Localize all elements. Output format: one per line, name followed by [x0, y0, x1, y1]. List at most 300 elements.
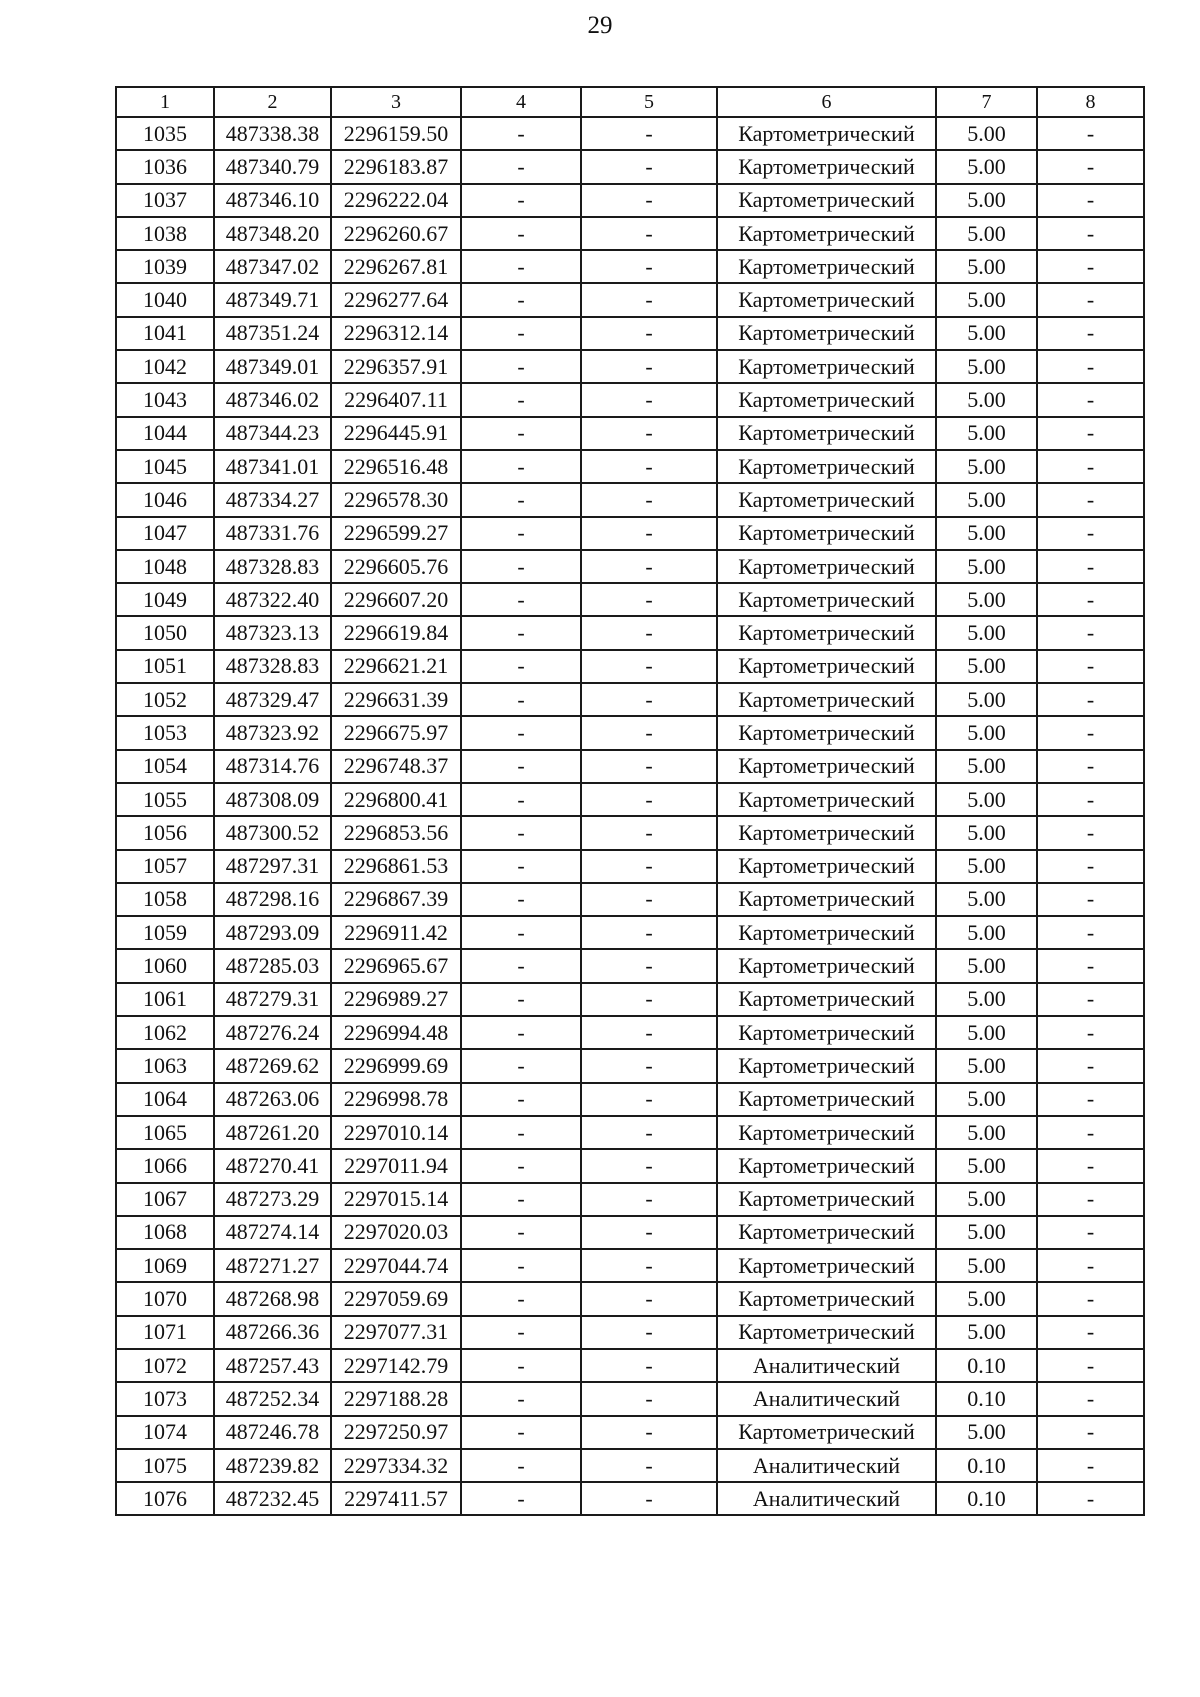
point-number-cell: 1051: [116, 650, 214, 683]
column-8-cell: -: [1037, 683, 1144, 716]
column-5-cell: -: [581, 616, 717, 649]
method-cell: Картометрический: [717, 317, 936, 350]
column-header: 3: [331, 87, 461, 117]
x-coordinate-cell: 487279.31: [214, 983, 331, 1016]
column-5-cell: -: [581, 883, 717, 916]
column-8-cell: -: [1037, 417, 1144, 450]
method-cell: Аналитический: [717, 1349, 936, 1382]
column-5-cell: -: [581, 1183, 717, 1216]
column-4-cell: -: [461, 1282, 581, 1315]
table-row: [116, 1016, 1144, 1049]
point-number-cell: 1064: [116, 1083, 214, 1116]
point-number-cell: 1069: [116, 1249, 214, 1282]
table-row: [116, 716, 1144, 749]
table-body: [116, 117, 1144, 1515]
accuracy-cell: 0.10: [936, 1482, 1037, 1515]
table-row: [116, 450, 1144, 483]
column-4-cell: -: [461, 550, 581, 583]
accuracy-cell: 5.00: [936, 350, 1037, 383]
x-coordinate-cell: 487252.34: [214, 1382, 331, 1415]
x-coordinate-cell: 487232.45: [214, 1482, 331, 1515]
point-number-cell: 1044: [116, 417, 214, 450]
column-5-cell: -: [581, 550, 717, 583]
accuracy-cell: 5.00: [936, 750, 1037, 783]
y-coordinate-cell: 2296222.04: [331, 184, 461, 217]
x-coordinate-cell: 487266.36: [214, 1316, 331, 1349]
y-coordinate-cell: 2296911.42: [331, 916, 461, 949]
accuracy-cell: 5.00: [936, 1316, 1037, 1349]
column-4-cell: -: [461, 783, 581, 816]
accuracy-cell: 5.00: [936, 1216, 1037, 1249]
column-4-cell: -: [461, 317, 581, 350]
accuracy-cell: 5.00: [936, 317, 1037, 350]
page-number: 29: [587, 12, 613, 39]
column-5-cell: -: [581, 1049, 717, 1082]
column-4-cell: -: [461, 916, 581, 949]
column-5-cell: -: [581, 583, 717, 616]
y-coordinate-cell: 2296800.41: [331, 783, 461, 816]
y-coordinate-cell: 2296267.81: [331, 250, 461, 283]
point-number-cell: 1049: [116, 583, 214, 616]
y-coordinate-cell: 2296619.84: [331, 616, 461, 649]
x-coordinate-cell: 487314.76: [214, 750, 331, 783]
y-coordinate-cell: 2296965.67: [331, 949, 461, 982]
accuracy-cell: 5.00: [936, 983, 1037, 1016]
accuracy-cell: 5.00: [936, 816, 1037, 849]
column-5-cell: -: [581, 1316, 717, 1349]
table-row: [116, 583, 1144, 616]
column-4-cell: -: [461, 1416, 581, 1449]
point-number-cell: 1037: [116, 184, 214, 217]
column-4-cell: -: [461, 483, 581, 516]
column-8-cell: -: [1037, 716, 1144, 749]
point-number-cell: 1073: [116, 1382, 214, 1415]
table-row: [116, 1249, 1144, 1282]
column-4-cell: -: [461, 383, 581, 416]
x-coordinate-cell: 487340.79: [214, 150, 331, 183]
column-5-cell: -: [581, 916, 717, 949]
accuracy-cell: 5.00: [936, 1083, 1037, 1116]
column-5-cell: -: [581, 1282, 717, 1315]
method-cell: Картометрический: [717, 850, 936, 883]
method-cell: Картометрический: [717, 816, 936, 849]
point-number-cell: 1053: [116, 716, 214, 749]
column-8-cell: -: [1037, 1249, 1144, 1282]
method-cell: Картометрический: [717, 916, 936, 949]
x-coordinate-cell: 487261.20: [214, 1116, 331, 1149]
column-4-cell: -: [461, 650, 581, 683]
column-4-cell: -: [461, 1016, 581, 1049]
method-cell: Картометрический: [717, 1249, 936, 1282]
y-coordinate-cell: 2296445.91: [331, 417, 461, 450]
column-8-cell: -: [1037, 583, 1144, 616]
column-5-cell: -: [581, 1216, 717, 1249]
column-5-cell: -: [581, 1382, 717, 1415]
accuracy-cell: 5.00: [936, 716, 1037, 749]
method-cell: Картометрический: [717, 184, 936, 217]
column-5-cell: -: [581, 517, 717, 550]
y-coordinate-cell: 2297188.28: [331, 1382, 461, 1415]
method-cell: Картометрический: [717, 517, 936, 550]
column-4-cell: -: [461, 517, 581, 550]
method-cell: Картометрический: [717, 150, 936, 183]
point-number-cell: 1067: [116, 1183, 214, 1216]
accuracy-cell: 5.00: [936, 583, 1037, 616]
column-4-cell: -: [461, 1382, 581, 1415]
column-4-cell: -: [461, 217, 581, 250]
accuracy-cell: 5.00: [936, 1282, 1037, 1315]
column-4-cell: -: [461, 583, 581, 616]
column-8-cell: -: [1037, 816, 1144, 849]
column-8-cell: -: [1037, 1016, 1144, 1049]
method-cell: Картометрический: [717, 983, 936, 1016]
column-8-cell: -: [1037, 783, 1144, 816]
x-coordinate-cell: 487257.43: [214, 1349, 331, 1382]
table-row: [116, 1316, 1144, 1349]
method-cell: Картометрический: [717, 217, 936, 250]
point-number-cell: 1046: [116, 483, 214, 516]
method-cell: Картометрический: [717, 383, 936, 416]
y-coordinate-cell: 2296989.27: [331, 983, 461, 1016]
x-coordinate-cell: 487263.06: [214, 1083, 331, 1116]
point-number-cell: 1054: [116, 750, 214, 783]
x-coordinate-cell: 487349.71: [214, 283, 331, 316]
method-cell: Картометрический: [717, 650, 936, 683]
point-number-cell: 1036: [116, 150, 214, 183]
method-cell: Картометрический: [717, 1016, 936, 1049]
x-coordinate-cell: 487329.47: [214, 683, 331, 716]
y-coordinate-cell: 2297010.14: [331, 1116, 461, 1149]
method-cell: Картометрический: [717, 1216, 936, 1249]
column-header: 2: [214, 87, 331, 117]
x-coordinate-cell: 487298.16: [214, 883, 331, 916]
column-5-cell: -: [581, 783, 717, 816]
method-cell: Картометрический: [717, 1049, 936, 1082]
y-coordinate-cell: 2296994.48: [331, 1016, 461, 1049]
method-cell: Картометрический: [717, 683, 936, 716]
table-row: [116, 283, 1144, 316]
table-row: [116, 1049, 1144, 1082]
column-4-cell: -: [461, 1083, 581, 1116]
column-5-cell: -: [581, 850, 717, 883]
column-header: 7: [936, 87, 1037, 117]
accuracy-cell: 5.00: [936, 883, 1037, 916]
column-4-cell: -: [461, 850, 581, 883]
point-number-cell: 1052: [116, 683, 214, 716]
point-number-cell: 1068: [116, 1216, 214, 1249]
column-4-cell: -: [461, 450, 581, 483]
y-coordinate-cell: 2296867.39: [331, 883, 461, 916]
accuracy-cell: 5.00: [936, 949, 1037, 982]
x-coordinate-cell: 487322.40: [214, 583, 331, 616]
point-number-cell: 1076: [116, 1482, 214, 1515]
column-5-cell: -: [581, 750, 717, 783]
x-coordinate-cell: 487271.27: [214, 1249, 331, 1282]
point-number-cell: 1063: [116, 1049, 214, 1082]
y-coordinate-cell: 2296183.87: [331, 150, 461, 183]
point-number-cell: 1038: [116, 217, 214, 250]
table-row: [116, 483, 1144, 516]
method-cell: Картометрический: [717, 949, 936, 982]
column-header: 8: [1037, 87, 1144, 117]
column-8-cell: -: [1037, 1316, 1144, 1349]
column-5-cell: -: [581, 450, 717, 483]
column-8-cell: -: [1037, 1349, 1144, 1382]
column-5-cell: -: [581, 1016, 717, 1049]
column-8-cell: -: [1037, 184, 1144, 217]
column-8-cell: -: [1037, 117, 1144, 150]
point-number-cell: 1056: [116, 816, 214, 849]
table-row: [116, 1116, 1144, 1149]
x-coordinate-cell: 487273.29: [214, 1183, 331, 1216]
column-4-cell: -: [461, 283, 581, 316]
column-8-cell: -: [1037, 850, 1144, 883]
x-coordinate-cell: 487276.24: [214, 1016, 331, 1049]
x-coordinate-cell: 487328.83: [214, 650, 331, 683]
method-cell: Картометрический: [717, 1416, 936, 1449]
accuracy-cell: 5.00: [936, 1183, 1037, 1216]
column-5-cell: -: [581, 1416, 717, 1449]
column-8-cell: -: [1037, 1183, 1144, 1216]
column-8-cell: -: [1037, 1482, 1144, 1515]
y-coordinate-cell: 2296861.53: [331, 850, 461, 883]
y-coordinate-cell: 2296853.56: [331, 816, 461, 849]
accuracy-cell: 5.00: [936, 383, 1037, 416]
table-row: [116, 1216, 1144, 1249]
accuracy-cell: 5.00: [936, 1016, 1037, 1049]
point-number-cell: 1066: [116, 1149, 214, 1182]
column-5-cell: -: [581, 217, 717, 250]
table-row: [116, 1382, 1144, 1415]
method-cell: Картометрический: [717, 616, 936, 649]
table-row: [116, 783, 1144, 816]
column-5-cell: -: [581, 117, 717, 150]
table-row: [116, 417, 1144, 450]
column-8-cell: -: [1037, 883, 1144, 916]
y-coordinate-cell: 2297411.57: [331, 1482, 461, 1515]
table-row: [116, 1449, 1144, 1482]
accuracy-cell: 5.00: [936, 1049, 1037, 1082]
x-coordinate-cell: 487347.02: [214, 250, 331, 283]
y-coordinate-cell: 2297044.74: [331, 1249, 461, 1282]
point-number-cell: 1042: [116, 350, 214, 383]
table-row: [116, 117, 1144, 150]
point-number-cell: 1060: [116, 949, 214, 982]
table-row: [116, 1149, 1144, 1182]
column-5-cell: -: [581, 150, 717, 183]
column-5-cell: -: [581, 483, 717, 516]
accuracy-cell: 5.00: [936, 517, 1037, 550]
accuracy-cell: 5.00: [936, 483, 1037, 516]
method-cell: Картометрический: [717, 450, 936, 483]
column-5-cell: -: [581, 650, 717, 683]
table-row: [116, 650, 1144, 683]
table-row: [116, 350, 1144, 383]
method-cell: Аналитический: [717, 1482, 936, 1515]
column-8-cell: -: [1037, 1049, 1144, 1082]
column-4-cell: -: [461, 883, 581, 916]
column-8-cell: -: [1037, 949, 1144, 982]
point-number-cell: 1035: [116, 117, 214, 150]
point-number-cell: 1055: [116, 783, 214, 816]
accuracy-cell: 5.00: [936, 616, 1037, 649]
point-number-cell: 1047: [116, 517, 214, 550]
x-coordinate-cell: 487274.14: [214, 1216, 331, 1249]
column-4-cell: -: [461, 683, 581, 716]
column-5-cell: -: [581, 1083, 717, 1116]
accuracy-cell: 5.00: [936, 217, 1037, 250]
accuracy-cell: 5.00: [936, 250, 1037, 283]
column-5-cell: -: [581, 350, 717, 383]
y-coordinate-cell: 2296357.91: [331, 350, 461, 383]
x-coordinate-cell: 487351.24: [214, 317, 331, 350]
y-coordinate-cell: 2296748.37: [331, 750, 461, 783]
column-4-cell: -: [461, 1149, 581, 1182]
method-cell: Картометрический: [717, 716, 936, 749]
accuracy-cell: 5.00: [936, 184, 1037, 217]
point-number-cell: 1057: [116, 850, 214, 883]
column-8-cell: -: [1037, 283, 1144, 316]
y-coordinate-cell: 2296159.50: [331, 117, 461, 150]
x-coordinate-cell: 487323.92: [214, 716, 331, 749]
column-4-cell: -: [461, 1349, 581, 1382]
x-coordinate-cell: 487239.82: [214, 1449, 331, 1482]
table-row: [116, 550, 1144, 583]
column-5-cell: -: [581, 716, 717, 749]
y-coordinate-cell: 2296599.27: [331, 517, 461, 550]
column-8-cell: -: [1037, 550, 1144, 583]
accuracy-cell: 5.00: [936, 1149, 1037, 1182]
x-coordinate-cell: 487285.03: [214, 949, 331, 982]
table-row: [116, 1482, 1144, 1515]
column-8-cell: -: [1037, 750, 1144, 783]
x-coordinate-cell: 487323.13: [214, 616, 331, 649]
method-cell: Картометрический: [717, 1316, 936, 1349]
column-5-cell: -: [581, 383, 717, 416]
point-number-cell: 1050: [116, 616, 214, 649]
column-8-cell: -: [1037, 450, 1144, 483]
method-cell: Картометрический: [717, 783, 936, 816]
column-4-cell: -: [461, 949, 581, 982]
column-8-cell: -: [1037, 1449, 1144, 1482]
table-row: [116, 816, 1144, 849]
accuracy-cell: 5.00: [936, 1416, 1037, 1449]
x-coordinate-cell: 487293.09: [214, 916, 331, 949]
accuracy-cell: 5.00: [936, 1116, 1037, 1149]
column-5-cell: -: [581, 683, 717, 716]
point-number-cell: 1043: [116, 383, 214, 416]
method-cell: Картометрический: [717, 283, 936, 316]
column-5-cell: -: [581, 949, 717, 982]
column-8-cell: -: [1037, 1116, 1144, 1149]
column-5-cell: -: [581, 1449, 717, 1482]
method-cell: Картометрический: [717, 250, 936, 283]
table-row: [116, 1183, 1144, 1216]
method-cell: Картометрический: [717, 1183, 936, 1216]
y-coordinate-cell: 2296999.69: [331, 1049, 461, 1082]
column-5-cell: -: [581, 1149, 717, 1182]
column-5-cell: -: [581, 184, 717, 217]
point-number-cell: 1074: [116, 1416, 214, 1449]
y-coordinate-cell: 2297011.94: [331, 1149, 461, 1182]
point-number-cell: 1061: [116, 983, 214, 1016]
column-header: 5: [581, 87, 717, 117]
table-row: [116, 250, 1144, 283]
point-number-cell: 1062: [116, 1016, 214, 1049]
column-5-cell: -: [581, 417, 717, 450]
column-8-cell: -: [1037, 383, 1144, 416]
y-coordinate-cell: 2297077.31: [331, 1316, 461, 1349]
method-cell: Аналитический: [717, 1382, 936, 1415]
column-8-cell: -: [1037, 650, 1144, 683]
column-4-cell: -: [461, 150, 581, 183]
column-4-cell: -: [461, 184, 581, 217]
x-coordinate-cell: 487300.52: [214, 816, 331, 849]
column-8-cell: -: [1037, 250, 1144, 283]
x-coordinate-cell: 487334.27: [214, 483, 331, 516]
column-5-cell: -: [581, 317, 717, 350]
table-row: [116, 150, 1144, 183]
y-coordinate-cell: 2297142.79: [331, 1349, 461, 1382]
table-row: [116, 850, 1144, 883]
table-row: [116, 949, 1144, 982]
column-4-cell: -: [461, 716, 581, 749]
column-8-cell: -: [1037, 616, 1144, 649]
point-number-cell: 1045: [116, 450, 214, 483]
column-4-cell: -: [461, 616, 581, 649]
column-4-cell: -: [461, 1449, 581, 1482]
x-coordinate-cell: 487344.23: [214, 417, 331, 450]
method-cell: Картометрический: [717, 417, 936, 450]
table-row: [116, 750, 1144, 783]
y-coordinate-cell: 2296605.76: [331, 550, 461, 583]
accuracy-cell: 5.00: [936, 283, 1037, 316]
y-coordinate-cell: 2296312.14: [331, 317, 461, 350]
y-coordinate-cell: 2297250.97: [331, 1416, 461, 1449]
column-8-cell: -: [1037, 350, 1144, 383]
point-number-cell: 1071: [116, 1316, 214, 1349]
table-row: [116, 383, 1144, 416]
column-5-cell: -: [581, 1249, 717, 1282]
method-cell: Картометрический: [717, 1083, 936, 1116]
accuracy-cell: 0.10: [936, 1349, 1037, 1382]
table-row: [116, 1416, 1144, 1449]
y-coordinate-cell: 2297334.32: [331, 1449, 461, 1482]
column-4-cell: -: [461, 1216, 581, 1249]
table-row: [116, 1282, 1144, 1315]
y-coordinate-cell: 2297059.69: [331, 1282, 461, 1315]
x-coordinate-cell: 487349.01: [214, 350, 331, 383]
x-coordinate-cell: 487346.10: [214, 184, 331, 217]
column-5-cell: -: [581, 816, 717, 849]
method-cell: Картометрический: [717, 1282, 936, 1315]
column-4-cell: -: [461, 250, 581, 283]
table-row: [116, 983, 1144, 1016]
y-coordinate-cell: 2296260.67: [331, 217, 461, 250]
method-cell: Картометрический: [717, 750, 936, 783]
column-4-cell: -: [461, 1482, 581, 1515]
column-header: 1: [116, 87, 214, 117]
table-row: [116, 317, 1144, 350]
point-number-cell: 1041: [116, 317, 214, 350]
y-coordinate-cell: 2296998.78: [331, 1083, 461, 1116]
x-coordinate-cell: 487346.02: [214, 383, 331, 416]
column-header: 6: [717, 87, 936, 117]
table-row: [116, 916, 1144, 949]
method-cell: Картометрический: [717, 550, 936, 583]
column-header: 4: [461, 87, 581, 117]
accuracy-cell: 5.00: [936, 850, 1037, 883]
